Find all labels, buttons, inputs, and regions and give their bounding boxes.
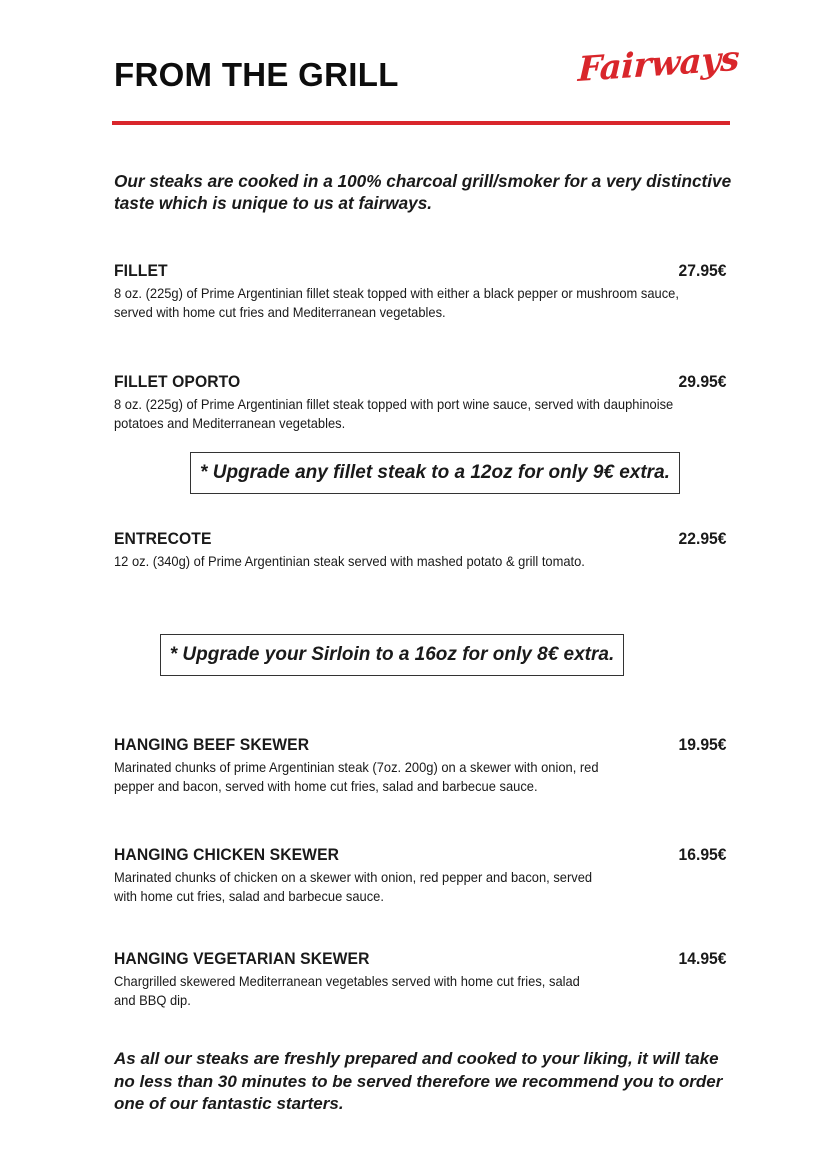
item-price: 27.95€ <box>678 262 726 280</box>
item-price: 19.95€ <box>678 736 726 754</box>
item-name: FILLET <box>114 262 168 280</box>
header-divider <box>112 121 730 125</box>
item-price: 14.95€ <box>678 950 726 968</box>
menu-item-hanging-chicken-skewer <box>114 846 726 906</box>
fairways-logo: Fairways <box>577 38 740 91</box>
item-name: FILLET OPORTO <box>114 373 241 391</box>
item-name: HANGING BEEF SKEWER <box>114 736 310 754</box>
footer-note: As all our steaks are freshly prepared and cooked to your liking, it will take no less than 30 minutes to be served therefore we recommend you to order one of our fantastic starters. <box>114 1049 723 1113</box>
intro-text: Our steaks are cooked in a 100% charcoal grill/smoker for a very distinctive taste which is unique to us at fairways. <box>114 171 732 213</box>
menu-item-hanging-vegetarian-skewer <box>114 950 726 1010</box>
upgrade-sirloin-note: * Upgrade your Sirloin to a 16oz for only 8€ extra. <box>160 634 624 676</box>
item-name: HANGING VEGETARIAN SKEWER <box>114 950 370 968</box>
item-name: HANGING CHICKEN SKEWER <box>114 846 340 864</box>
item-name: ENTRECOTE <box>114 530 212 548</box>
item-description: Marinated chunks of chicken on a skewer with onion, red pepper and bacon, served with home cut fries, salad and barbecue sauce. <box>114 870 593 904</box>
item-description: Marinated chunks of prime Argentinian steak (7oz. 200g) on a skewer with onion, red pepper and bacon, served with home cut fries, salad and barbecue sauce. <box>114 760 599 794</box>
menu-item-entrecote <box>114 530 726 571</box>
menu-item-fillet-oporto <box>114 373 726 433</box>
menu-item-fillet <box>114 262 726 322</box>
menu-item-hanging-beef-skewer <box>114 736 726 796</box>
upgrade-fillet-note: * Upgrade any fillet steak to a 12oz for only 9€ extra. <box>190 452 680 494</box>
item-price: 22.95€ <box>678 530 726 548</box>
page-title: FROM THE GRILL <box>114 56 399 93</box>
item-description: 12 oz. (340g) of Prime Argentinian steak served with mashed potato & grill tomato. <box>114 554 585 569</box>
item-price: 16.95€ <box>678 846 726 864</box>
item-description: 8 oz. (225g) of Prime Argentinian fillet steak topped with either a black pepper or mushroom sauce, served with home cut fries and Mediterranean vegetables. <box>114 286 679 320</box>
item-price: 29.95€ <box>678 373 726 391</box>
item-description: 8 oz. (225g) of Prime Argentinian fillet steak topped with port wine sauce, served with dauphinoise potatoes and Mediterranean vegetables. <box>114 397 674 431</box>
item-description: Chargrilled skewered Mediterranean vegetables served with home cut fries, salad and BBQ dip. <box>114 974 580 1008</box>
